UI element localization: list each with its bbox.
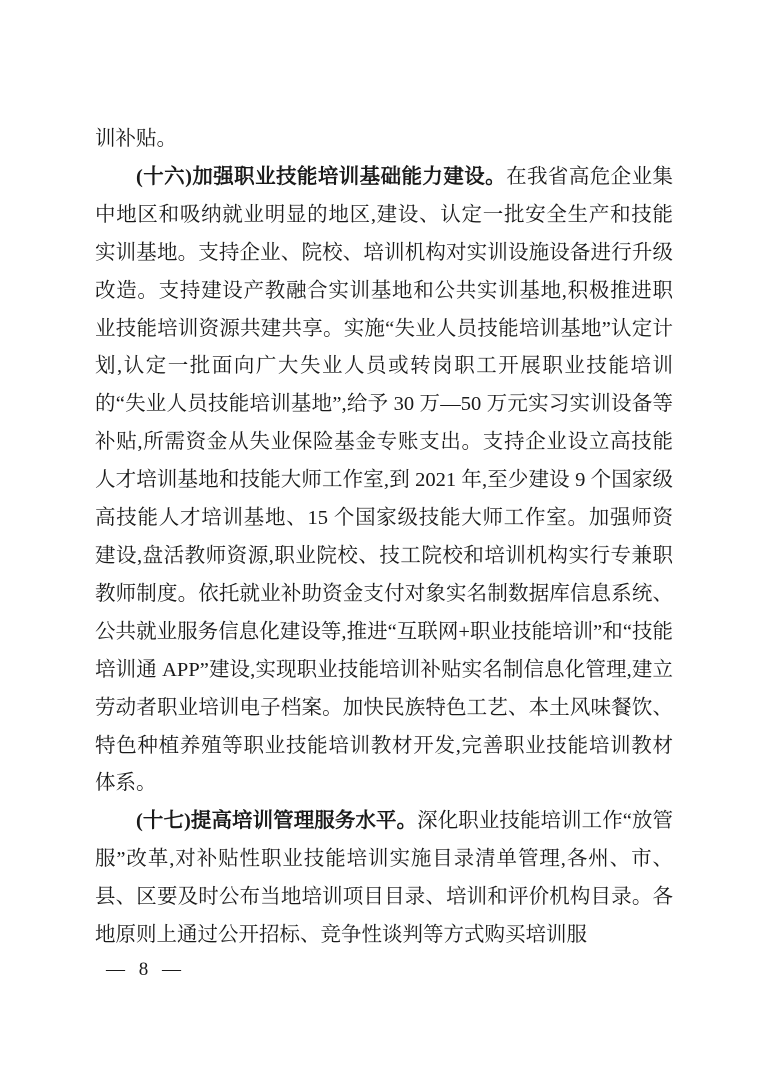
- document-content: [95, 121, 673, 955]
- paragraph-continuation: [95, 121, 673, 159]
- section-16-heading: (十六)加强职业技能培训基础能力建设。: [136, 165, 507, 188]
- paragraph-text: 训补贴。: [95, 128, 177, 150]
- section-17-heading: (十七)提高培训管理服务水平。: [136, 810, 418, 833]
- page-number-footer: [106, 958, 182, 982]
- paragraph-section-16: [95, 159, 673, 803]
- paragraph-text: 深化职业技能培训工作“放管服”改革,对补贴性职业技能培训实施目录清单管理,各州、市、县、区要及时公布当地培训项目目录、培训和评价机构目录。各地原则上通过公开招标、竞争性谈判等方式购买培训服: [95, 810, 673, 947]
- paragraph-text: 在我省高危企业集中地区和吸纳就业明显的地区,建设、认定一批安全生产和技能实训基地。支持企业、院校、培训机构对实训设施设备进行升级改造。支持建设产教融合实训基地和公共实训基地,积极推进职业技能培训资源共建共享。实施“失业人员技能培训基地”认定计划,认定一批面向广大失业人员或转岗职工开展职业技能培训的“失业人员技能培训基地”,给予 30 万—50 万元实习实训设备等补贴,所需资金从失业保险基金专账支出。支持企业设立高技能人才培训基地和技能大师工作室,到 2021 年,至少建设 9 个国家级高技能人才培训基地、15 个国家级技能大师工作室。加强师资建设,盘活教师资源,职业院校、技工院校和培训机构实行专兼职教师制度。依托就业补助资金支付对象实名制数据库信息系统、公共就业服务信息化建设等,推进“互联网+职业技能培训”和“技能培训通 APP”建设,实现职业技能培训补贴实名制信息化管理,建立劳动者职业培训电子档案。加快民族特色工艺、本土风味餐饮、特色种植养殖等职业技能培训教材开发,完善职业技能培训教材体系。: [95, 165, 673, 795]
- paragraph-section-17: [95, 803, 673, 955]
- page-number: — 8 —: [106, 959, 182, 980]
